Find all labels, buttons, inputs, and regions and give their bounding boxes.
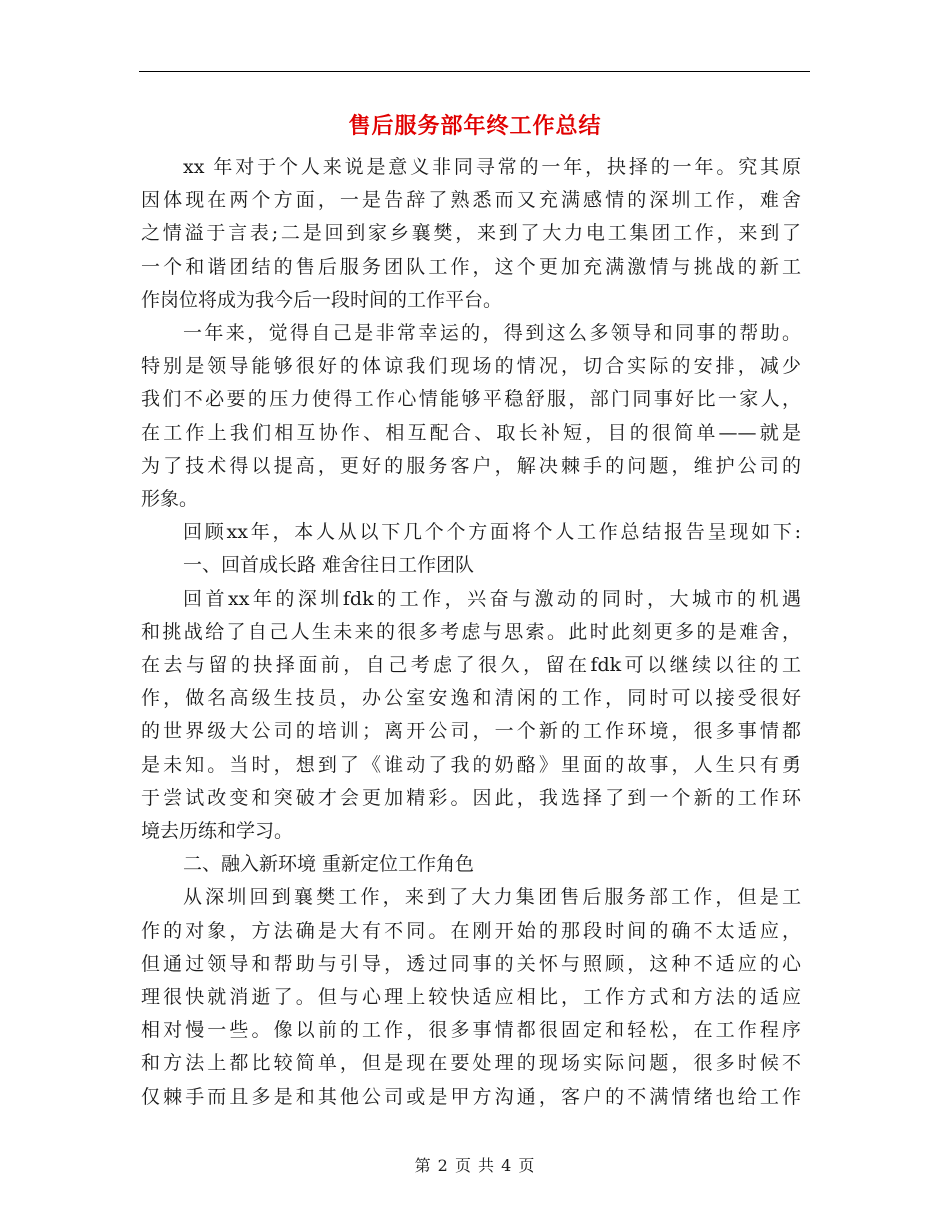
text-line: 理很快就消逝了。但与心理上较快适应相比，工作方式和方法的适应 bbox=[141, 986, 801, 1009]
text-line: 形象。 bbox=[141, 488, 199, 511]
text-line: 于尝试改变和突破才会更加精彩。因此，我选择了到一个新的工作环 bbox=[141, 786, 801, 809]
text-line: 之情溢于言表;二是回到家乡襄樊，来到了大力电工集团工作，来到了 bbox=[141, 222, 801, 245]
text-line: 在去与留的抉择面前，自己考虑了很久，留在fdk可以继续以往的工 bbox=[141, 654, 801, 677]
text-line: xx 年对于个人来说是意义非同寻常的一年，抉择的一年。究其原 bbox=[183, 156, 801, 178]
text-line: 仅棘手而且多是和其他公司或是甲方沟通，客户的不满情绪也给工作 bbox=[141, 1085, 801, 1108]
text-line: 特别是领导能够很好的体谅我们现场的情况，切合实际的安排，减少 bbox=[141, 355, 801, 378]
text-line: 和方法上都比较简单，但是现在要处理的现场实际问题，很多时候不 bbox=[141, 1052, 801, 1075]
text-line: 作岗位将成为我今后一段时间的工作平台。 bbox=[141, 288, 503, 311]
text-line: 因体现在两个方面，一是告辞了熟悉而又充满感情的深圳工作，难舍 bbox=[141, 189, 801, 212]
text-line: 回顾xx年，本人从以下几个个方面将个人工作总结报告呈现如下: bbox=[183, 521, 801, 544]
text-line: 我们不必要的压力使得工作心情能够平稳舒服，部门同事好比一家人， bbox=[141, 388, 801, 411]
document-body bbox=[141, 151, 801, 1114]
text-line: 在工作上我们相互协作、相互配合、取长补短，目的很简单——就是 bbox=[141, 421, 801, 444]
text-line: 和挑战给了自己人生未来的很多考虑与思索。此时此刻更多的是难舍， bbox=[141, 620, 801, 643]
text-line: 从深圳回到襄樊工作，来到了大力集团售后服务部工作，但是工 bbox=[183, 886, 801, 909]
text-line: 境去历练和学习。 bbox=[141, 820, 294, 843]
text-line: 回首xx年的深圳fdk的工作，兴奋与激动的同时，大城市的机遇 bbox=[183, 587, 801, 610]
text-line: 相对慢一些。像以前的工作，很多事情都很固定和轻松，在工作程序 bbox=[141, 1019, 801, 1042]
page-footer: 第 2 页 共 4 页 bbox=[414, 1156, 536, 1175]
text-line: 作，做名高级生技员，办公室安逸和清闲的工作，同时可以接受很好 bbox=[141, 687, 801, 710]
text-line: 是未知。当时，想到了《谁动了我的奶酪》里面的故事，人生只有勇 bbox=[141, 753, 801, 776]
text-line: 作的对象，方法确是大有不同。在刚开始的那段时间的确不太适应， bbox=[141, 919, 801, 942]
header-rule bbox=[139, 71, 810, 72]
text-line: 的世界级大公司的培训；离开公司，一个新的工作环境，很多事情都 bbox=[141, 720, 801, 743]
text-line: 但通过领导和帮助与引导，透过同事的关怀与照顾，这种不适应的心 bbox=[141, 952, 801, 975]
text-line: 一、回首成长路 难舍往日工作团队 bbox=[183, 554, 475, 577]
text-line: 为了技术得以提高，更好的服务客户，解决棘手的问题，维护公司的 bbox=[141, 454, 801, 477]
text-line: 二、融入新环境 重新定位工作角色 bbox=[183, 853, 475, 876]
text-line: 一年来，觉得自己是非常幸运的，得到这么多领导和同事的帮助。 bbox=[183, 322, 801, 345]
text-line: 一个和谐团结的售后服务团队工作，这个更加充满激情与挑战的新工 bbox=[141, 255, 801, 278]
document-title: 售后服务部年终工作总结 bbox=[348, 113, 602, 139]
